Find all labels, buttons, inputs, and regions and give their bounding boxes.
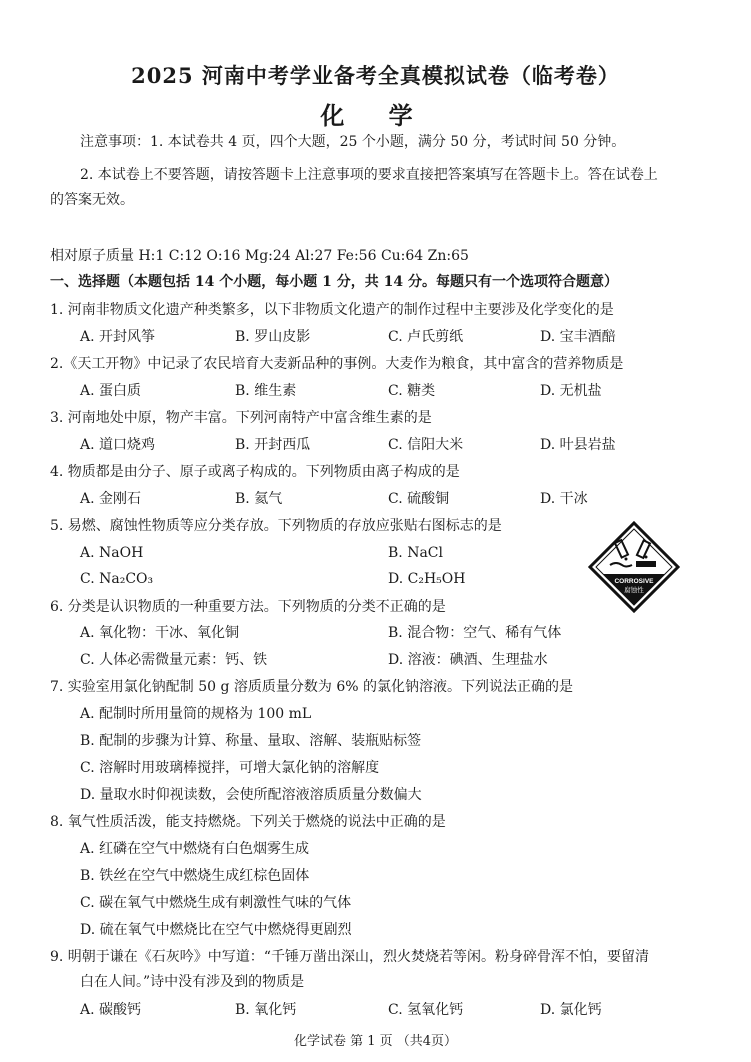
q1-option-c: C. 卢氏剪纸: [388, 329, 464, 345]
q7-option-a: A. 配制时所用量筒的规格为 100 mL: [80, 706, 312, 722]
question-7: 7. 实验室用氯化钠配制 50 g 溶质质量分数为 6% 的氯化钠溶液。下列说法正确的是: [50, 679, 574, 695]
q6-option-b: B. 混合物：空气、稀有气体: [388, 625, 562, 641]
question-3: 3. 河南地处中原，物产丰富。下列河南特产中富含维生素的是: [50, 410, 432, 426]
q5-option-a: A. NaOH: [80, 545, 144, 561]
subject-title: 化 学: [320, 101, 431, 130]
question-5: 5. 易燃、腐蚀性物质等应分类存放。下列物质的存放应张贴右图标志的是: [50, 518, 502, 534]
q9-option-d: D. 氯化钙: [540, 1002, 602, 1018]
q9-option-c: C. 氢氧化钙: [388, 1002, 464, 1018]
q3-option-a: A. 道口烧鸡: [80, 437, 156, 453]
q4-option-b: B. 氦气: [235, 491, 283, 507]
question-2: 2.《天工开物》中记录了农民培育大麦新品种的事例。大麦作为粮食，其中富含的营养物质是: [50, 356, 624, 372]
q9-option-a: A. 碳酸钙: [80, 1002, 142, 1018]
q3-option-d: D. 叶县岩盐: [540, 437, 616, 453]
q5-option-b: B. NaCl: [388, 545, 443, 561]
q5-option-c: C. Na₂CO₃: [80, 571, 154, 587]
q8-option-d: D. 硫在氧气中燃烧比在空气中燃烧得更剧烈: [80, 922, 352, 938]
question-6: 6. 分类是认识物质的一种重要方法。下列物质的分类不正确的是: [50, 599, 446, 615]
sign-label-zh: 腐蚀性: [624, 586, 644, 594]
question-9: 9. 明朝于谦在《石灰吟》中写道：“千锤万凿出深山，烈火焚烧若等闲。粉身碎骨浑不怕，要留清: [50, 949, 649, 965]
q4-option-a: A. 金刚石: [80, 491, 142, 507]
q2-option-a: A. 蛋白质: [80, 383, 142, 399]
q8-option-a: A. 红磷在空气中燃烧有白色烟雾生成: [80, 841, 310, 857]
q9-option-b: B. 氧化钙: [235, 1002, 297, 1018]
q8-option-c: C. 碳在氧气中燃烧生成有刺激性气味的气体: [80, 895, 352, 911]
q3-option-b: B. 开封西瓜: [235, 437, 311, 453]
question-8: 8. 氧气性质活泼，能支持燃烧。下列关于燃烧的说法中正确的是: [50, 814, 446, 830]
notes-line-1: 注意事项：1. 本试卷共 4 页，四个大题，25 个小题，满分 50 分，考试时间 50 分钟。: [80, 134, 626, 150]
q2-option-d: D. 无机盐: [540, 383, 602, 399]
q7-option-c: C. 溶解时用玻璃棒搅拌，可增大氯化钠的溶解度: [80, 760, 380, 776]
q7-option-b: B. 配制的步骤为计算、称量、量取、溶解、装瓶贴标签: [80, 733, 422, 749]
q7-option-d: D. 量取水时仰视读数，会使所配溶液溶质质量分数偏大: [80, 787, 422, 803]
q1-option-b: B. 罗山皮影: [235, 329, 311, 345]
question-9-cont: 白在人间。”诗中没有涉及到的物质是: [80, 974, 305, 990]
page-footer: 化学试卷 第 1 页 （共4页）: [293, 1034, 458, 1049]
sign-label-en: CORROSIVE: [614, 578, 654, 585]
q3-option-c: C. 信阳大米: [388, 437, 464, 453]
q6-option-a: A. 氧化物：干冰、氧化铜: [80, 625, 240, 641]
q8-option-b: B. 铁丝在空气中燃烧生成红棕色固体: [80, 868, 310, 884]
q2-option-c: C. 糖类: [388, 383, 436, 399]
corrosive-hazard-sign: [588, 521, 680, 613]
q1-option-d: D. 宝丰酒醅: [540, 329, 616, 345]
atomic-masses: 相对原子质量 H:1 C:12 O:16 Mg:24 Al:27 Fe:56 Cu:64 Zn:65: [50, 248, 469, 264]
notes-line-2: 2. 本试卷上不要答题，请按答题卡上注意事项的要求直接把答案填写在答题卡上。答在试卷上: [80, 167, 658, 183]
q5-option-d: D. C₂H₅OH: [388, 571, 466, 587]
q1-option-a: A. 开封风筝: [80, 329, 156, 345]
section-heading: 一、选择题（本题包括 14 个小题，每小题 1 分，共 14 分。每题只有一个选项符合题意）: [50, 274, 618, 290]
question-1: 1. 河南非物质文化遗产种类繁多，以下非物质文化遗产的制作过程中主要涉及化学变化的是: [50, 302, 614, 318]
exam-title: 2025 河南中考学业备考全真模拟试卷（临考卷）: [131, 63, 620, 88]
q6-option-d: D. 溶液：碘酒、生理盐水: [388, 652, 548, 668]
notes-line-3: 的答案无效。: [50, 192, 134, 208]
q4-option-d: D. 干冰: [540, 491, 588, 507]
q4-option-c: C. 硫酸铜: [388, 491, 450, 507]
q6-option-c: C. 人体必需微量元素：钙、铁: [80, 652, 268, 668]
question-4: 4. 物质都是由分子、原子或离子构成的。下列物质由离子构成的是: [50, 464, 460, 480]
q2-option-b: B. 维生素: [235, 383, 297, 399]
